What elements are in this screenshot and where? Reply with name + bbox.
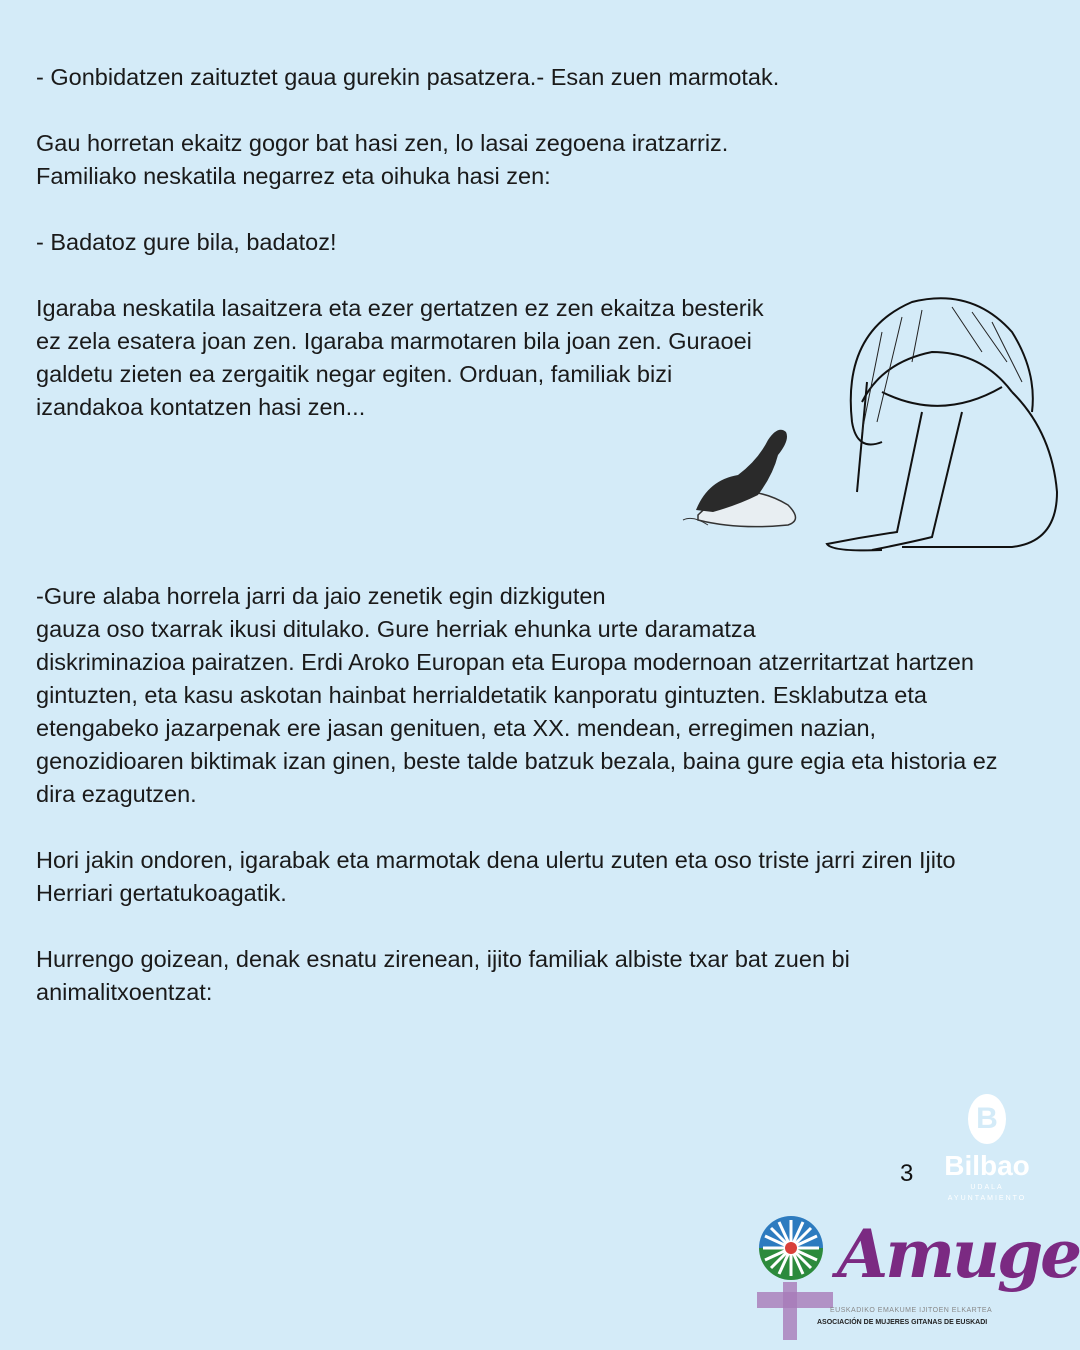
bilbao-udala: UDALA [970, 1184, 1004, 1191]
otter-illustration [678, 420, 808, 545]
amuge-spanish-line: ASOCIACIÓN DE MUJERES GITANAS DE EUSKADI [817, 1319, 988, 1326]
bilbao-name: Bilbao [944, 1150, 1030, 1181]
bilbao-b-icon: B [968, 1094, 1006, 1144]
paragraph-history: -Gure alaba horrela jarri da jaio zenetik egin dizkiguten gauza oso txarrak ikusi ditulako. Gure herriak ehunka urte daramatza diskriminazioa pairatzen. Erdi Aroko Europan eta Europa modernoan atzerritartzat hartzen gintuzten, eta kasu askotan hainbat herrialdetatik kanporatu gintuzten. Esklabutza eta etengabeko jazarpenak ere jasan genituen, eta XX. mendean, erregimen nazian, genozidioaren biktimak izan ginen, beste talde batzuk bezala, baina gure egia eta historia ez dira ezagutzen. [36, 583, 998, 807]
paragraph-cry: - Badatoz gure bila, badatoz! [36, 229, 337, 255]
paragraph-storm: Gau horretan ekaitz gogor bat hasi zen, lo lasai zegoena iratzarriz. Familiako neskatila negarrez eta oihuka hasi zen: [36, 130, 729, 189]
amuge-basque-line: EUSKADIKO EMAKUME IJITOEN ELKARTEA [830, 1307, 993, 1314]
bilbao-logo [940, 1094, 1034, 1204]
paragraph-invitation: - Gonbidatzen zaituztet gaua gurekin pasatzera.- Esan zuen marmotak. [36, 64, 780, 90]
paragraph-otter: Igaraba neskatila lasaitzera eta ezer gertatzen ez zen ekaitza besterik ez zela esatera joan zen. Igaraba marmotaren bila joan zen. Guraoei galdetu zieten ea zergaitik negar egiten. Orduan, familiak bizi izandakoa kontatzen hasi zen... [36, 295, 764, 420]
paragraph-understanding: Hori jakin ondoren, igarabak eta marmotak dena ulertu zuten eta oso triste jarri ziren Ijito Herriari gertatukoagatik. [36, 847, 956, 906]
amuge-logo [755, 1212, 1080, 1342]
sad-girl-illustration [822, 292, 1062, 557]
page-number: 3 [900, 1160, 914, 1187]
paragraph-morning: Hurrengo goizean, denak esnatu zirenean, ijito familiak albiste txar bat zuen bi animalitxoentzat: [36, 946, 850, 1005]
amuge-wordmark: Amuge [837, 1215, 1080, 1293]
bilbao-ayuntamiento: AYUNTAMIENTO [947, 1195, 1027, 1202]
